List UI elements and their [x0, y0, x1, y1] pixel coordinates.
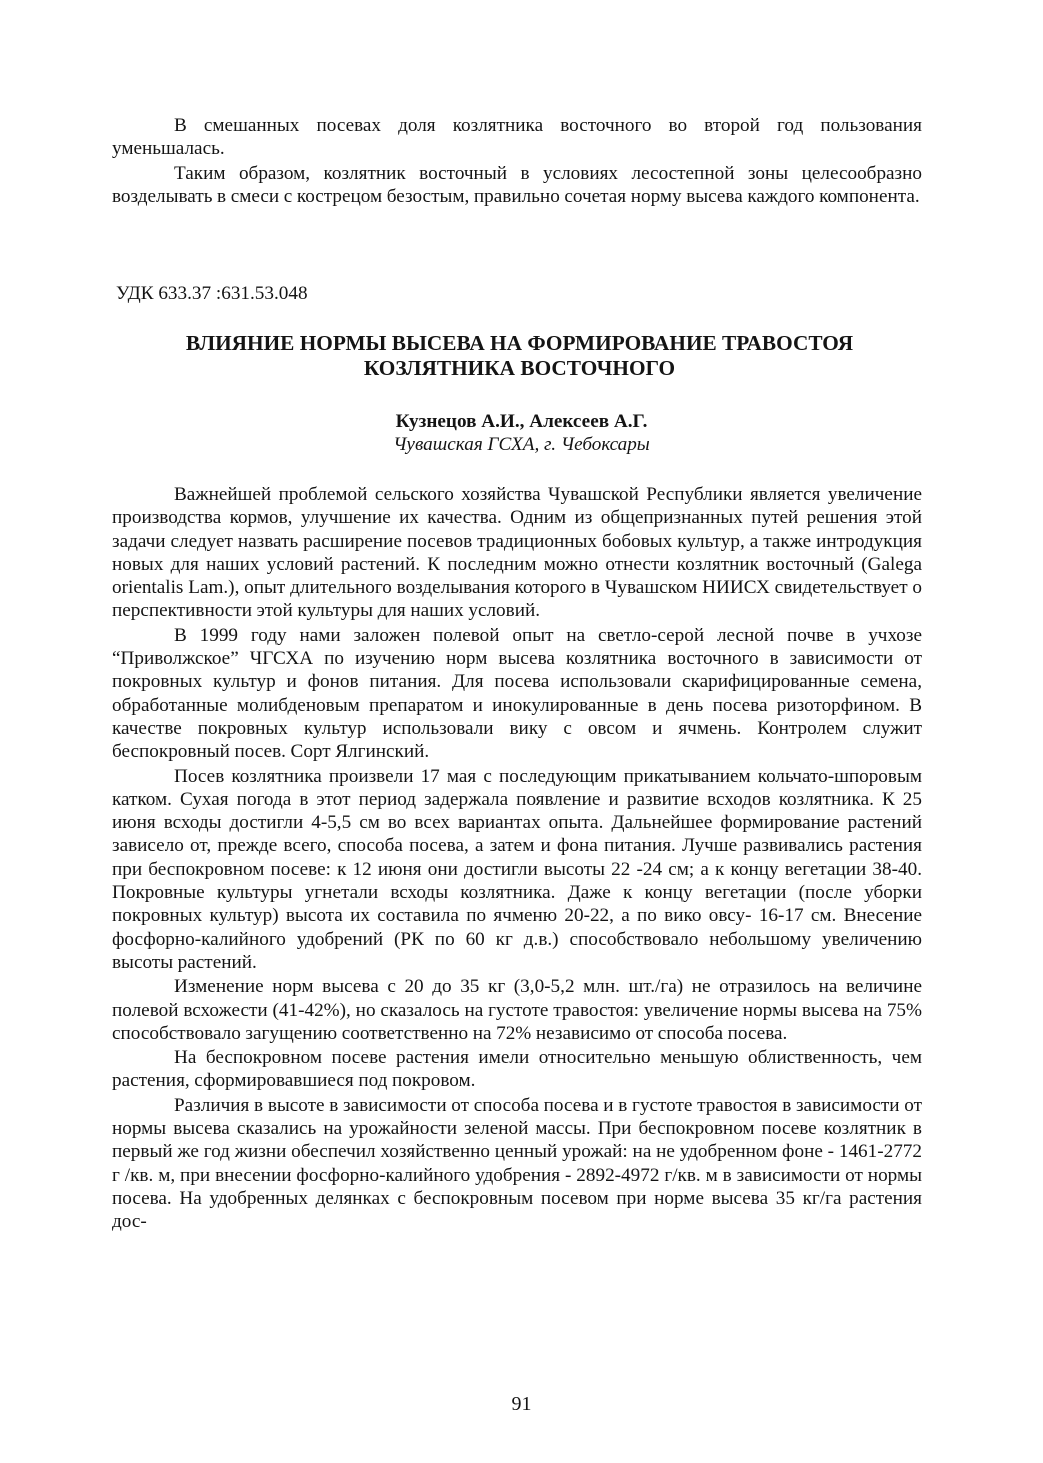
intro-paragraph: Таким образом, козлятник восточный в условиях лесостепной зоны целесообразно возделывать в смеси с кострецом безостым, правильно сочетая норму высева каждого компонента. — [112, 162, 922, 207]
body-paragraph: Посев козлятника произвели 17 мая с последующим прикатыванием кольчато-шпоровым катком. Сухая погода в этот период задержала появление и развитие всходов козлятника. К 25 июня всходы достигли 4-5,5 см во всех вариантах опыта. Дальнейшее формирование растений зависело от, прежде всего, способа посева, а затем и фона питания. Лучше развивались растения при беспокровном посеве: к 12 июня они достигли высоты 22 -24 см; а к концу вегетации 38-40. Покровные культуры угнетали всходы козлятника. Даже к концу вегетации (после уборки покровных культур) высота их составила по ячменю 20-22, а по вико овсу- 16-17 см. Внесение фосфорно-калийного удобрений (РК по 60 кг д.в.) способствовало небольшому увеличению высоты растений. — [112, 765, 922, 973]
article-authors: Кузнецов А.И., Алексеев А.Г. — [395, 411, 648, 432]
title-line: ВЛИЯНИЕ НОРМЫ ВЫСЕВА НА ФОРМИРОВАНИЕ ТРАВОСТОЯ — [185, 331, 854, 355]
author-affiliation: Чувашская ГСХА, г. Чебоксары — [393, 434, 650, 455]
body-paragraph: В 1999 году нами заложен полевой опыт на светло-серой лесной почве в учхозе “Приволжское” ЧГСХА по изучению норм высева козлятника восточного в зависимости от покровных культур и фонов питания. Для посева использовали скарифицированные семена, обработанные молибденовым препаратом и инокулированные в день посева ризоторфином. В качестве покровных культур использовали вику с овсом и ячмень. Контролем служит беспокровный посев. Сорт Ялгинский. — [112, 624, 922, 763]
title-line: КОЗЛЯТНИКА ВОСТОЧНОГО — [363, 356, 676, 380]
body-paragraph: Различия в высоте в зависимости от способа посева и в густоте травостоя в зависимости от нормы высева сказались на урожайности зеленой массы. При беспокровном посеве козлятник в первый же год жизни обеспечил хозяйственно ценный урожай: на не удобренном фоне - 1461-2772 г /кв. м, при внесении фосфорно-калийного удобрения - 2892-4972 г/кв. м в зависимости от нормы посева. На удобренных делянках с беспокровным посевом при норме высева 35 кг/га растения дос- — [112, 1094, 922, 1233]
intro-section — [112, 114, 922, 208]
article-body — [112, 483, 922, 1234]
body-paragraph: Важнейшей проблемой сельского хозяйства Чувашской Республики является увеличение производства кормов, улучшение их качества. Одним из общепризнанных путей решения этой задачи следует назвать расширение посевов традиционных бобовых культур, а также интродукция новых для наших условий растений. К последним можно отнести козлятник восточный (Galega orientalis Lam.), опыт длительного возделывания которого в Чувашском НИИСХ свидетельствует о перспективности этой культуры для наших условий. — [112, 484, 922, 622]
intro-paragraph: В смешанных посевах доля козлятника восточного во второй год пользования уменьшалась. — [112, 115, 922, 160]
udk-code: УДК 633.37 :631.53.048 — [116, 283, 308, 304]
body-paragraph: Изменение норм высева с 20 до 35 кг (3,0-5,2 млн. шт./га) не отразилось на величине полевой всхожести (41-42%), но сказалось на густоте травостоя: увеличение нормы высева на 75% способствовало загущению соответственно на 72% независимо от способа посева. — [112, 976, 922, 1044]
page-number: 91 — [511, 1393, 532, 1415]
article-title — [112, 331, 927, 381]
body-paragraph: На беспокровном посеве растения имели относительно меньшую облиственность, чем растения, сформировавшиеся под покровом. — [112, 1047, 922, 1092]
